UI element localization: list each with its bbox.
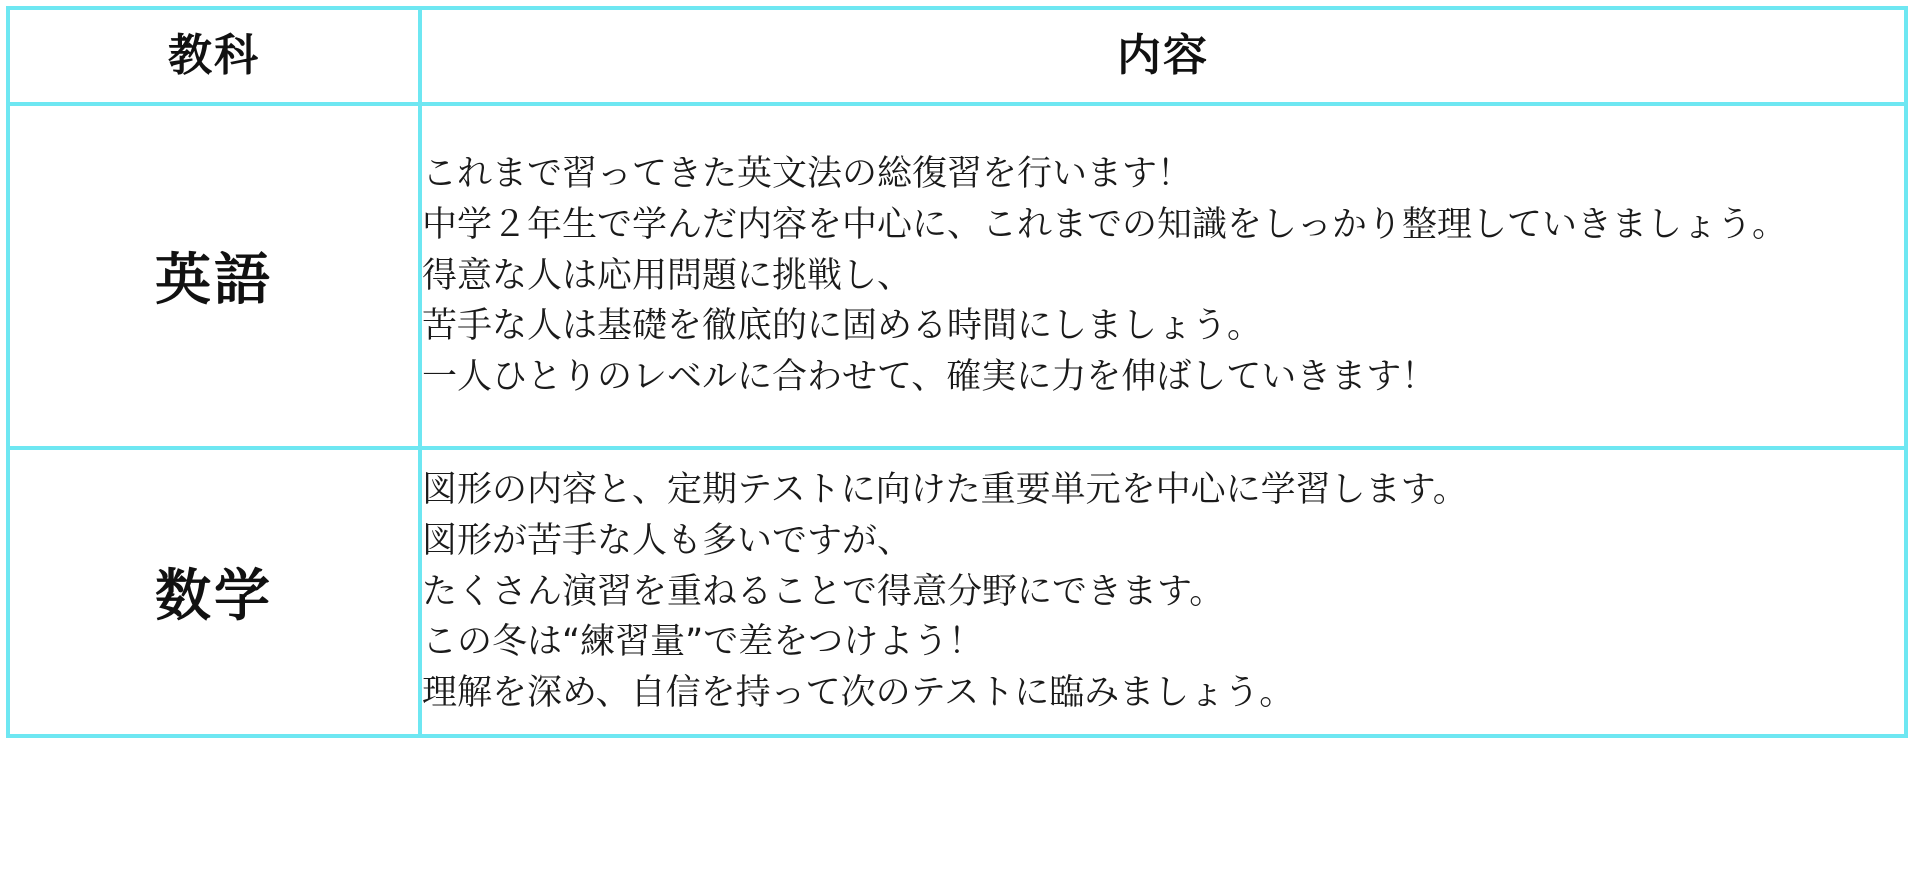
table-row — [8, 104, 1906, 448]
column-header-subject: 教科 — [8, 8, 420, 104]
content-english — [420, 104, 1906, 448]
content-line: 理解を深め、自信を持って次のテストに臨みましょう。 — [422, 673, 1295, 714]
content-line: たくさん演習を重ねることで得意分野にできます。 — [422, 571, 1225, 612]
subject-label-english: 英語 — [8, 104, 420, 448]
content-line: 苦手な人は基礎を徹底的に固める時間にしましょう。 — [422, 306, 1263, 347]
content-line: 図形が苦手な人も多いですが、 — [422, 520, 913, 561]
content-line: 得意な人は応用問題に挑戦し、 — [422, 255, 913, 296]
content-line: 一人ひとりのレベルに合わせて、確実に力を伸ばしていきます！ — [422, 357, 1437, 398]
column-header-content: 内容 — [420, 8, 1906, 104]
content-line: これまで習ってきた英文法の総復習を行います！ — [422, 154, 1193, 195]
subject-content-table — [6, 6, 1908, 738]
table-row — [8, 448, 1906, 736]
content-line: 図形の内容と、定期テストに向けた重要単元を中心に学習します。 — [422, 470, 1468, 511]
content-line: 中学２年生で学んだ内容を中心に、これまでの知識をしっかり整理していきましょう。 — [422, 204, 1788, 245]
table-header-row — [8, 8, 1906, 104]
subject-label-math: 数学 — [8, 448, 420, 736]
content-math — [420, 448, 1906, 736]
content-line: この冬は“練習量”で差をつけよう！ — [422, 622, 984, 663]
